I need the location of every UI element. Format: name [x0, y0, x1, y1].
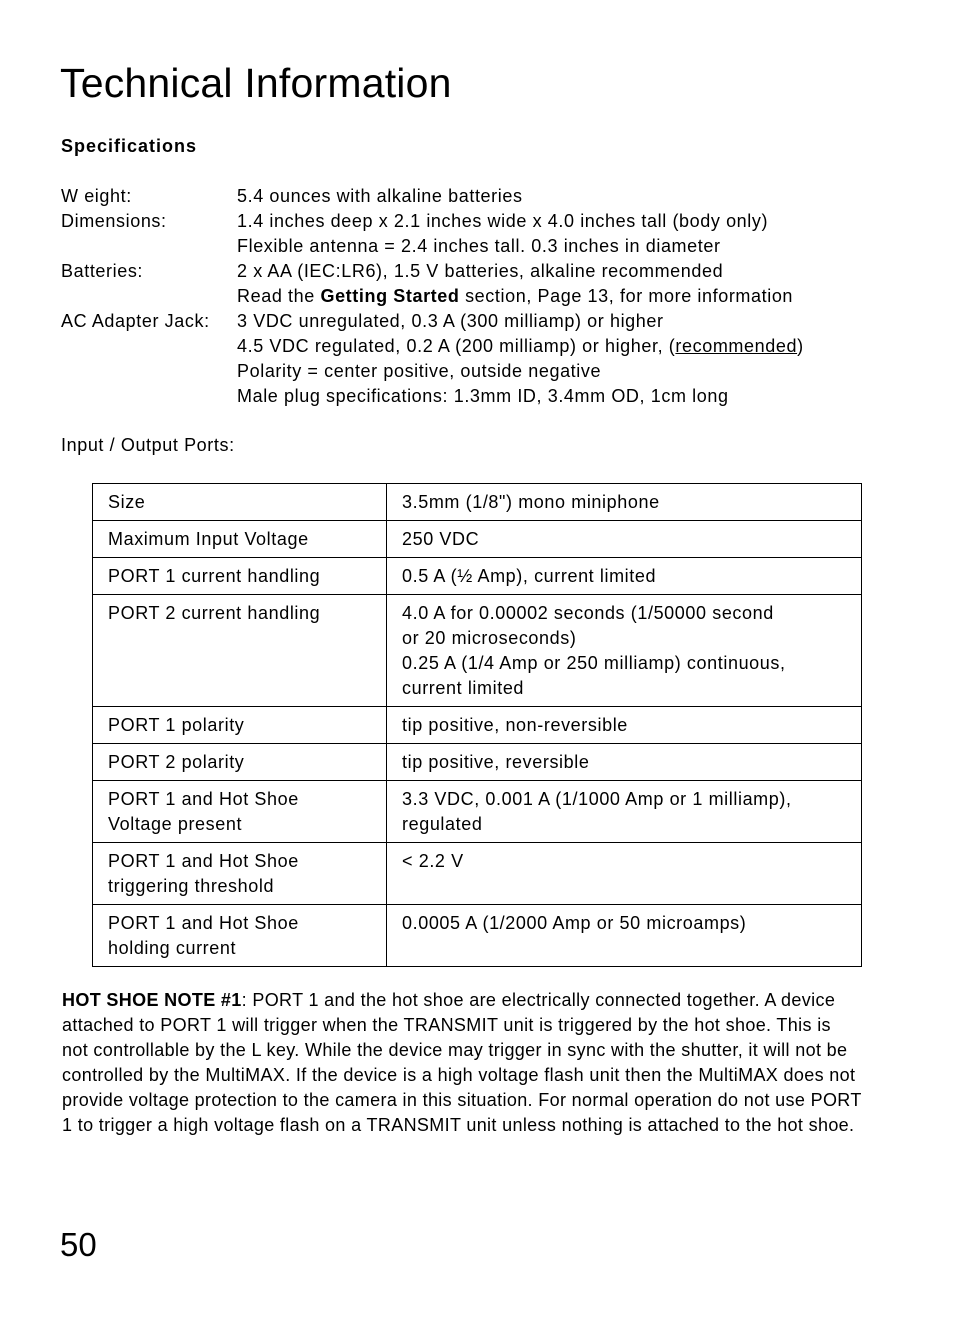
port-spec-value-line: 0.5 A (½ Amp), current limited — [402, 566, 657, 586]
port-spec-value-line: 0.0005 A (1/2000 Amp or 50 microamps) — [402, 913, 747, 933]
port-spec-value-cell — [387, 744, 862, 781]
spec-batteries-note-value: Read the Getting Started section, Page 13, for more information — [237, 286, 794, 306]
spec-batteries — [61, 259, 724, 284]
port-spec-value-line: < 2.2 V — [402, 851, 464, 871]
port-spec-name-cell — [93, 484, 387, 521]
port-spec-name-cell — [93, 843, 387, 905]
port-spec-value-line: regulated — [402, 814, 483, 834]
port-spec-value-cell — [387, 521, 862, 558]
port-spec-value-cell — [387, 905, 862, 967]
hot-shoe-note-label: HOT SHOE NOTE #1 — [62, 990, 242, 1010]
spec-ac-adapter-plug-value: Male plug specifications: 1.3mm ID, 3.4mm OD, 1cm long — [237, 386, 729, 406]
recommended-underlined: recommended — [675, 336, 798, 356]
port-spec-value-cell — [387, 558, 862, 595]
spec-weight-label: W eight: — [61, 186, 132, 206]
port-spec-name-line: Maximum Input Voltage — [108, 529, 309, 549]
spec-batteries-label: Batteries: — [61, 261, 144, 281]
port-spec-name-line: Voltage present — [108, 814, 243, 834]
page-title: Technical Information — [60, 60, 452, 106]
table-row — [93, 781, 862, 843]
port-spec-value-cell — [387, 781, 862, 843]
port-spec-name-line: triggering threshold — [108, 876, 275, 896]
page-number: 50 — [60, 1226, 97, 1263]
port-spec-name-cell — [93, 521, 387, 558]
port-spec-value-line: tip positive, non-reversible — [402, 715, 628, 735]
port-spec-name-line: PORT 1 and Hot Shoe — [108, 789, 299, 809]
port-spec-name-cell — [93, 781, 387, 843]
spec-dimensions-label: Dimensions: — [61, 211, 167, 231]
port-spec-name-line: PORT 1 and Hot Shoe — [108, 913, 299, 933]
table-row — [93, 843, 862, 905]
spec-ac-adapter-value: 3 VDC unregulated, 0.3 A (300 milliamp) or higher — [237, 311, 664, 331]
spec-ac-adapter — [61, 309, 664, 334]
spec-ac-adapter-polarity-value: Polarity = center positive, outside negative — [237, 361, 602, 381]
port-spec-name-cell — [93, 558, 387, 595]
port-spec-value-cell — [387, 595, 862, 707]
spec-weight — [61, 184, 523, 209]
port-spec-name-line: holding current — [108, 938, 237, 958]
port-spec-value-cell — [387, 843, 862, 905]
specifications-heading: Specifications — [61, 136, 198, 156]
port-spec-name-line: PORT 1 polarity — [108, 715, 245, 735]
hot-shoe-note — [62, 988, 862, 1138]
table-row — [93, 707, 862, 744]
port-spec-value-line: current limited — [402, 678, 525, 698]
table-row — [93, 905, 862, 967]
port-spec-value-line: 0.25 A (1/4 Amp or 250 milliamp) continuous, — [402, 653, 786, 673]
port-spec-name-cell — [93, 707, 387, 744]
port-spec-value-cell — [387, 484, 862, 521]
spec-ac-adapter-regulated-value: 4.5 VDC regulated, 0.2 A (200 milliamp) or higher, (recommended) — [237, 336, 804, 356]
getting-started-reference: Getting Started — [320, 286, 460, 306]
spec-ac-adapter-label: AC Adapter Jack: — [61, 311, 210, 331]
port-spec-value-line: 3.5mm (1/8") mono miniphone — [402, 492, 660, 512]
spec-dimensions — [61, 209, 769, 234]
spec-weight-value: 5.4 ounces with alkaline batteries — [237, 186, 523, 206]
table-row — [93, 521, 862, 558]
port-spec-name-cell — [93, 905, 387, 967]
port-spec-name-line: Size — [108, 492, 146, 512]
table-row — [93, 595, 862, 707]
port-spec-name-cell — [93, 744, 387, 781]
port-spec-name-line: PORT 1 and Hot Shoe — [108, 851, 299, 871]
table-row — [93, 558, 862, 595]
port-spec-value-line: or 20 microseconds) — [402, 628, 577, 648]
port-spec-name-line: PORT 1 current handling — [108, 566, 321, 586]
table-row — [93, 484, 862, 521]
spec-batteries-value: 2 x AA (IEC:LR6), 1.5 V batteries, alkaline recommended — [237, 261, 724, 281]
port-spec-name-line: PORT 2 polarity — [108, 752, 245, 772]
port-spec-value-line: tip positive, reversible — [402, 752, 590, 772]
port-spec-name-line: PORT 2 current handling — [108, 603, 321, 623]
table-row — [93, 744, 862, 781]
port-spec-value-line: 4.0 A for 0.00002 seconds (1/50000 second — [402, 603, 774, 623]
port-spec-value-line: 250 VDC — [402, 529, 480, 549]
spec-dimensions-antenna-value: Flexible antenna = 2.4 inches tall. 0.3 inches in diameter — [237, 236, 721, 256]
ports-label: Input / Output Ports: — [61, 435, 235, 455]
port-spec-name-cell — [93, 595, 387, 707]
ports-table — [92, 483, 862, 967]
port-spec-value-line: 3.3 VDC, 0.001 A (1/1000 Amp or 1 milliamp), — [402, 789, 792, 809]
hot-shoe-note-text: : PORT 1 and the hot shoe are electrically connected together. A device attached to PORT 1 will trigger when the TRANSMIT unit is triggered by the hot shoe. This is not controllable by the L key. While the device may trigger in sync with the shutter, it will not be controlled by the MultiMAX. If the device is a high voltage flash unit then the MultiMAX does not provide voltage protection to the camera in this situation. For normal operation do not use PORT 1 to trigger a high voltage flash on a TRANSMIT unit unless nothing is attached to the hot shoe. — [62, 990, 862, 1135]
spec-dimensions-value: 1.4 inches deep x 2.1 inches wide x 4.0 inches tall (body only) — [237, 211, 769, 231]
port-spec-value-cell — [387, 707, 862, 744]
